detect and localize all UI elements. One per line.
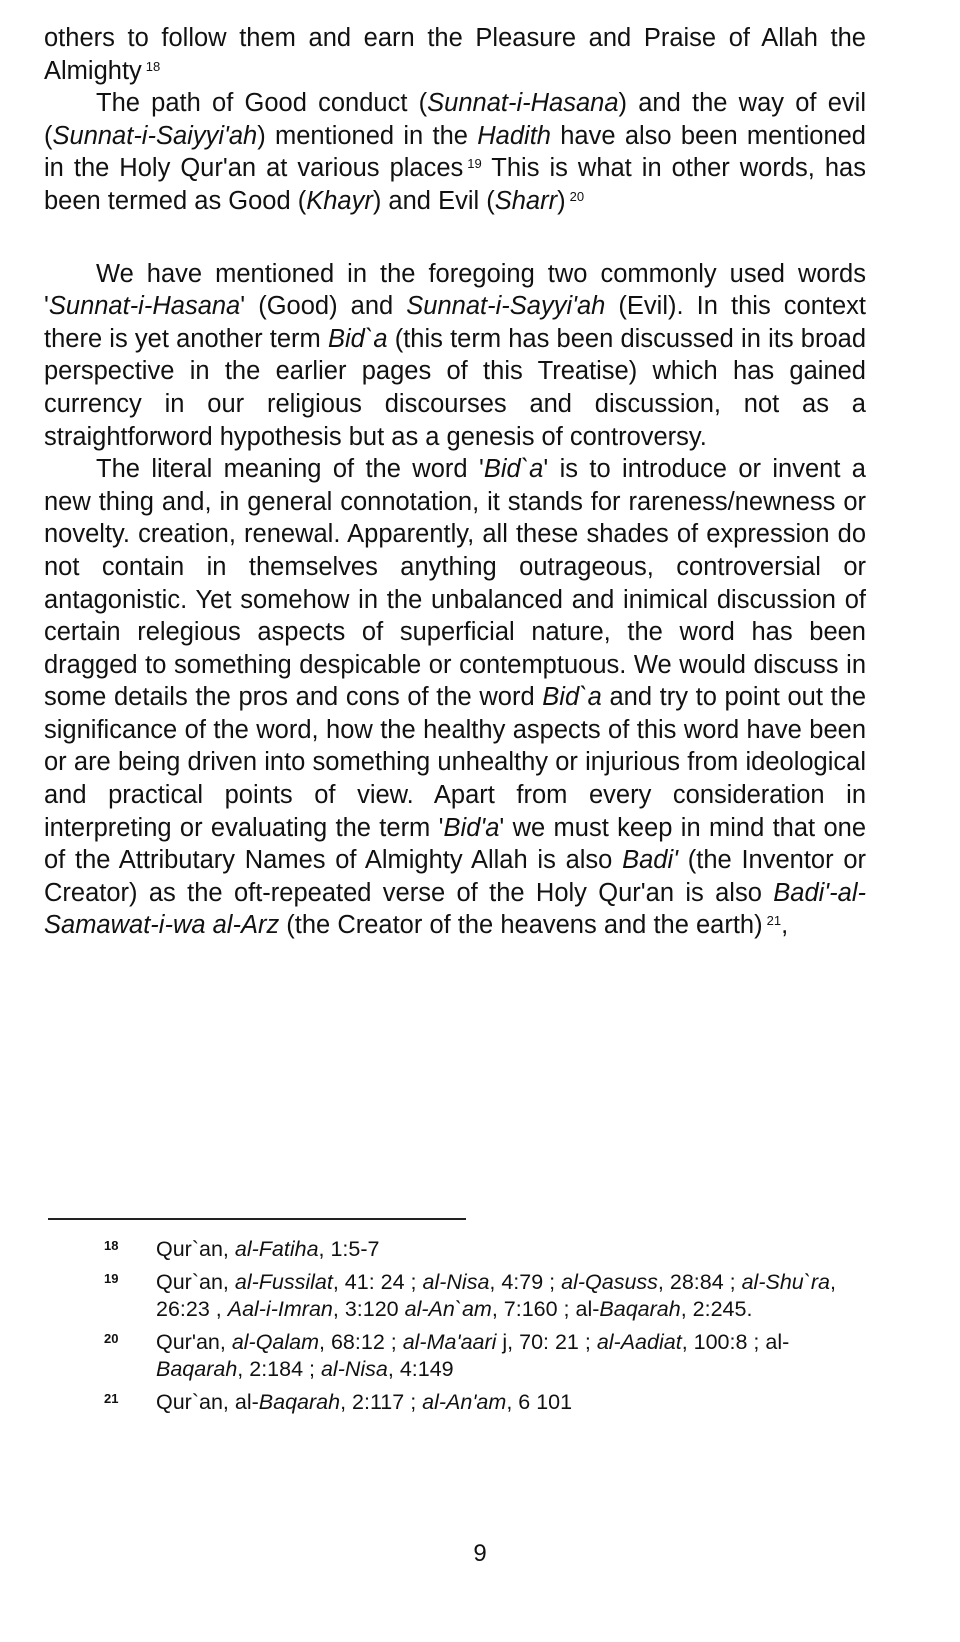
footnote-segment: , 28:84 ; [657,1270,742,1294]
footnote-ref-18[interactable]: 18 [145,58,161,74]
footnote-segment: , 6 101 [506,1390,573,1414]
footnote-segment: , 100:8 ; al- [681,1330,790,1354]
footnote-segment: al-An`am [404,1297,492,1321]
footnote-segment: Aal-i-Imran [227,1297,333,1321]
footnote-segment: al-Qalam [231,1330,320,1354]
paragraph-3: We have mentioned in the foregoing two commonly used words 'Sunnat-i-Hasana' (Good) and Sunnat-i-Sayyi'ah (Evil). In this context there is yet another term Bid`a (this term has been discussed in its broad perspective in the earlier pages of this Treatise) which has gained currency in our religious discourses and discussion, not as a straightforword hypothesis but as a genesis of controversy. [44,259,866,451]
footnote-ref-20[interactable]: 20 [569,188,585,204]
footnote-item [100,1389,870,1416]
footnote-number: 20 [104,1331,119,1346]
footnote-text [156,1390,572,1414]
footnote-text [156,1330,789,1381]
footnote-segment: , 3:120 [332,1297,405,1321]
footnote-number: 18 [104,1238,119,1253]
footnote-segment: al-Fussilat [234,1270,333,1294]
footnote-segment: , 7:160 ; al- [491,1297,600,1321]
page-body [44,22,866,942]
footnote-segment: al-Qasuss [561,1270,658,1294]
footnote-segment: al-Nisa [422,1270,490,1294]
footnote-segment: Qur`an, al- [156,1390,259,1414]
footnote-segment: , 41: 24 ; [332,1270,423,1294]
footnote-segment: , 2:117 ; [340,1390,423,1414]
footnote-segment: , 2:245. [680,1297,753,1321]
footnote-item [100,1329,870,1383]
paragraph-2: The path of Good conduct (Sunnat-i-Hasana) and the way of evil (Sunnat-i-Saiyyi'ah) mentioned in the Hadith have also been mentioned in the Holy Qur'an at various places $^{19}$ This is what in other words, has been termed as Good (Khayr) and Evil (Sharr) $^{20}$ [44,89,866,215]
footnote-segment: , 2:184 ; [237,1357,321,1381]
footnote-ref-21[interactable]: 21 [766,913,782,929]
footnote-segment: al-Shu`ra [741,1270,831,1294]
footnote-segment: Baqarah [258,1390,341,1414]
footnote-segment: j, 70: 21 ; [496,1330,597,1354]
footnote-segment: Baqarah [156,1357,238,1381]
footnote-segment: , 4:149 [387,1357,454,1381]
footnote-item [100,1269,870,1323]
footnote-segment: Qur`an, [156,1237,235,1261]
footnote-number: 21 [104,1391,119,1406]
footnote-text [156,1237,379,1261]
footnote-segment: Qur'an, [156,1330,232,1354]
footnote-segment: al-An'am [422,1390,507,1414]
footnote-item [100,1236,870,1263]
footnote-segment: , 68:12 ; [319,1330,403,1354]
footnote-segment: , 26:23 , [156,1270,837,1321]
paragraph-4: The literal meaning of the word 'Bid`a' is to introduce or invent a new thing and, in general connotation, it stands for rareness/newness or novelty. creation, renewal. Apparently, all these shades of expression do not contain in themselves anything outrageous, controversial or antagonistic. Yet somehow in the unbalanced and inimical discussion of certain relegious aspects of superficial nature, the word has been dragged to something despicable or contemptuous. We would discuss in some details the pros and cons of the word Bid`a and try to point out the significance of the word, how the healthy aspects of this word have been or are being driven into something unhealthy or injurious from ideological and practical points of view. Apart from every consideration in interpreting or evaluating the term 'Bid'a' we must keep in mind that one of the Attributary Names of Almighty Allah is also Badi' (the Inventor or Creator) as the oft-repeated verse of the Holy Qur'an is also Badi'-al-Samawat-i-wa al-Arz (the Creator of the heavens and the earth) $^{21}$, [44,455,867,940]
footnote-segment: al-Fatiha [234,1237,319,1261]
footnote-divider [48,1218,466,1220]
footnote-segment: al-Aadiat [596,1330,682,1354]
footnote-ref-19[interactable]: 19 [467,156,482,172]
footnote-text [156,1270,836,1321]
footnotes-section [100,1236,870,1422]
footnote-segment: , 4:79 ; [489,1270,562,1294]
footnote-segment: , 1:5-7 [318,1237,380,1261]
footnote-segment: Baqarah [599,1297,681,1321]
page-number: 9 [473,1540,487,1567]
paragraph-1: others to follow them and earn the Pleasure and Praise of Allah the Almighty $^{18}$ [44,24,866,85]
footnote-segment: Qur`an, [156,1270,235,1294]
footnote-number: 19 [104,1271,119,1286]
footnote-segment: al-Ma'aari [402,1330,497,1354]
footnote-segment: al-Nisa [320,1357,388,1381]
